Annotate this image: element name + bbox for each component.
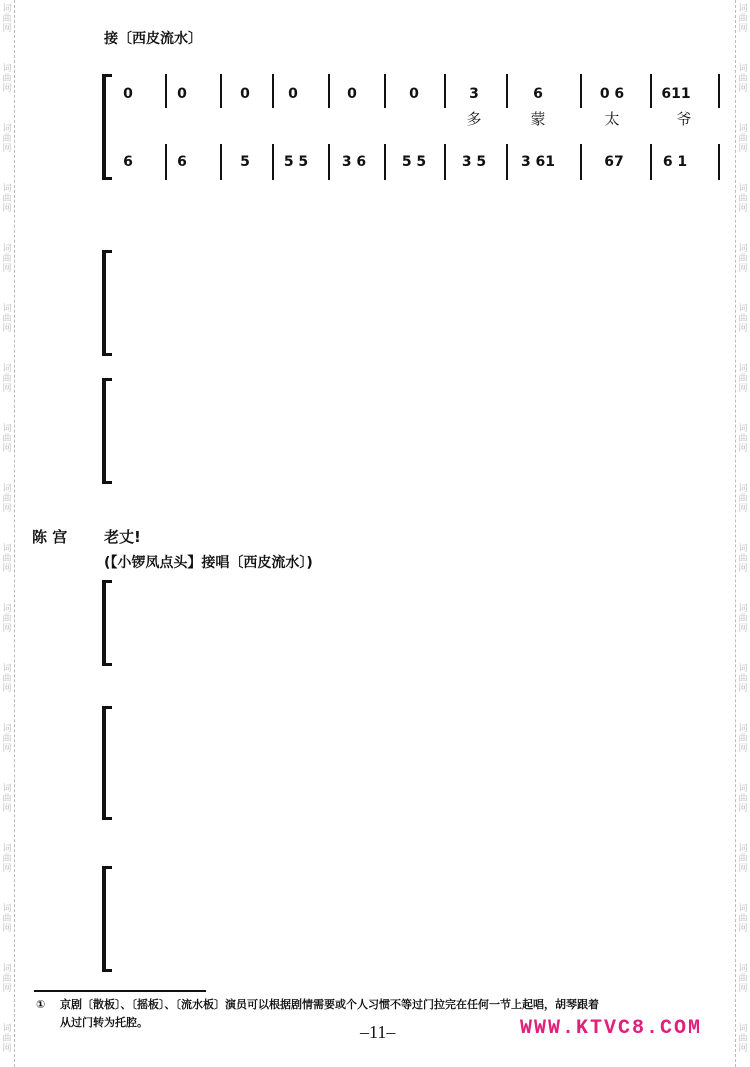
watermark-glyph: 曲 [738,254,748,264]
watermark-glyph: 词 [738,544,748,554]
watermark-glyph: 网 [738,1044,748,1054]
watermark-glyph: 网 [2,504,12,514]
watermark-glyph: 曲 [738,914,748,924]
barline [272,144,274,180]
watermark-glyph: 词 [738,964,748,974]
footnote-line2: 从过门转为托腔。 [60,1016,148,1029]
accomp-note: 5 5 [283,154,309,170]
watermark-glyph: 曲 [2,74,12,84]
lyric: 爷 [676,110,692,128]
watermark-glyph: 网 [738,864,748,874]
accomp-note: 5 [240,154,250,170]
watermark-glyph: 曲 [2,314,12,324]
watermark-glyph: 词 [2,964,12,974]
barline [384,144,386,180]
barline [328,74,330,108]
watermark-glyph: 网 [738,324,748,334]
watermark-glyph: 网 [2,984,12,994]
barline [650,144,652,180]
barline [220,144,222,180]
watermark-glyph: 词 [2,64,12,74]
watermark-glyph: 曲 [738,794,748,804]
lyric: 蒙 [530,110,546,128]
watermark-glyph: 词 [2,484,12,494]
watermark-glyph: 网 [2,264,12,274]
watermark-glyph: 词 [738,784,748,794]
voice-note: 611 [661,86,691,102]
watermark-glyph: 曲 [738,434,748,444]
watermark-glyph: 网 [2,744,12,754]
watermark-glyph: 网 [738,444,748,454]
watermark-glyph: 曲 [2,614,12,624]
watermark-glyph: 词 [2,124,12,134]
watermark-glyph: 曲 [2,14,12,24]
watermark-glyph: 曲 [738,74,748,84]
watermark-glyph: 词 [2,424,12,434]
watermark-glyph: 词 [738,484,748,494]
system5-bracket [102,706,110,820]
left-watermark-strip [0,0,15,1067]
watermark-glyph: 曲 [738,1034,748,1044]
watermark-glyph: 词 [2,724,12,734]
accomp-note: 67 [604,154,624,170]
watermark-glyph: 网 [738,744,748,754]
watermark-glyph: 网 [2,204,12,214]
watermark-glyph: 曲 [2,734,12,744]
voice-note: 0 [409,86,419,102]
watermark-glyph: 词 [738,184,748,194]
barline [384,74,386,108]
watermark-glyph: 词 [2,904,12,914]
watermark-glyph: 词 [738,4,748,14]
watermark-glyph: 曲 [2,434,12,444]
watermark-glyph: 词 [2,364,12,374]
watermark-glyph: 词 [738,364,748,374]
accomp-note: 3 6 [341,154,367,170]
voice-note: 0 [177,86,187,102]
watermark-glyph: 曲 [738,314,748,324]
watermark-glyph: 网 [738,264,748,274]
watermark-glyph: 词 [738,904,748,914]
barline [506,74,508,108]
barline [444,144,446,180]
voice-note: 6 [533,86,543,102]
watermark-glyph: 曲 [738,554,748,564]
watermark-glyph: 词 [738,664,748,674]
barline [328,144,330,180]
watermark-glyph: 网 [738,384,748,394]
watermark-glyph: 曲 [738,374,748,384]
accomp-note: 6 1 [662,154,688,170]
watermark-glyph: 曲 [738,134,748,144]
watermark-glyph: 网 [738,24,748,34]
watermark-glyph: 网 [2,564,12,574]
watermark-glyph: 曲 [2,194,12,204]
watermark-glyph: 网 [2,324,12,334]
watermark-glyph: 网 [2,1044,12,1054]
barline [718,74,720,108]
voice-note: 0 [288,86,298,102]
watermark-glyph: 词 [2,4,12,14]
system3-bracket [102,378,110,484]
watermark-glyph: 曲 [2,374,12,384]
barline [444,74,446,108]
page-number: –11– [360,1022,396,1042]
watermark-glyph: 曲 [2,134,12,144]
watermark-glyph: 词 [2,784,12,794]
watermark-glyph: 曲 [2,1034,12,1044]
footnote-line1: 京剧〔散板〕、〔摇板〕、〔流水板〕演员可以根据剧情需要或个人习惯不等过门拉完在任何一节上起唱，胡琴跟着 [60,998,599,1011]
watermark-glyph: 曲 [738,974,748,984]
watermark-glyph: 词 [2,1024,12,1034]
watermark-glyph: 网 [738,504,748,514]
watermark-glyph: 词 [2,844,12,854]
watermark-glyph: 曲 [2,674,12,684]
watermark-glyph: 词 [2,304,12,314]
site-watermark: WWW.KTVC8.COM [520,1017,703,1040]
speaker-name: 陈 宫 [32,528,68,546]
section1-heading: 接〔西皮流水〕 [104,31,202,47]
watermark-glyph: 词 [2,244,12,254]
watermark-glyph: 网 [2,84,12,94]
barline [718,144,720,180]
watermark-glyph: 曲 [738,854,748,864]
watermark-glyph: 词 [2,664,12,674]
accomp-note: 5 5 [401,154,427,170]
system6-bracket [102,866,110,972]
watermark-glyph: 网 [2,924,12,934]
spoken-line: 老丈! [104,528,141,546]
watermark-glyph: 词 [738,424,748,434]
watermark-glyph: 词 [738,1024,748,1034]
watermark-glyph: 网 [738,144,748,154]
barline [220,74,222,108]
watermark-glyph: 网 [2,804,12,814]
system2-bracket [102,250,110,356]
watermark-glyph: 网 [738,84,748,94]
watermark-glyph: 曲 [738,14,748,24]
watermark-glyph: 网 [738,204,748,214]
watermark-glyph: 词 [738,844,748,854]
watermark-glyph: 词 [2,604,12,614]
footnote-rule [34,990,206,992]
watermark-glyph: 曲 [738,674,748,684]
lyric: 太 [604,110,620,128]
lyric: 多 [466,110,482,128]
watermark-glyph: 网 [738,924,748,934]
watermark-glyph: 曲 [738,734,748,744]
voice-note: 0 [240,86,250,102]
watermark-glyph: 网 [738,624,748,634]
section4-heading: (【小锣凤点头】接唱〔西皮流水〕) [104,555,313,571]
watermark-glyph: 曲 [738,614,748,624]
watermark-glyph: 词 [738,244,748,254]
watermark-glyph: 曲 [2,914,12,924]
watermark-glyph: 网 [2,144,12,154]
watermark-glyph: 词 [2,544,12,554]
watermark-glyph: 词 [738,304,748,314]
barline [506,144,508,180]
barline [580,74,582,108]
watermark-glyph: 网 [738,684,748,694]
watermark-glyph: 词 [2,184,12,194]
watermark-glyph: 词 [738,604,748,614]
accomp-note: 6 [123,154,133,170]
watermark-glyph: 曲 [2,854,12,864]
accomp-note: 3 5 [461,154,487,170]
watermark-glyph: 网 [2,444,12,454]
footnote-mark: ① [36,998,46,1011]
watermark-glyph: 词 [738,124,748,134]
watermark-glyph: 词 [738,64,748,74]
barline [165,74,167,108]
watermark-glyph: 网 [2,384,12,394]
watermark-glyph: 网 [2,24,12,34]
watermark-glyph: 网 [2,684,12,694]
watermark-glyph: 曲 [2,254,12,264]
watermark-glyph: 曲 [738,194,748,204]
right-watermark-strip [735,0,750,1067]
voice-note: 3 [469,86,479,102]
watermark-glyph: 网 [738,804,748,814]
voice-note: 0 [347,86,357,102]
watermark-glyph: 曲 [2,794,12,804]
watermark-glyph: 网 [2,624,12,634]
watermark-glyph: 曲 [2,554,12,564]
barline [272,74,274,108]
accomp-note: 3 61 [520,154,556,170]
barline [650,74,652,108]
watermark-glyph: 曲 [2,974,12,984]
accomp-note: 6 [177,154,187,170]
watermark-glyph: 网 [2,864,12,874]
watermark-glyph: 曲 [2,494,12,504]
system4-bracket [102,580,110,666]
barline [165,144,167,180]
voice-note: 0 [123,86,133,102]
watermark-glyph: 网 [738,564,748,574]
barline [580,144,582,180]
watermark-glyph: 网 [738,984,748,994]
watermark-glyph: 词 [738,724,748,734]
voice-note: 0 6 [599,86,625,102]
system1-bracket [102,74,110,180]
watermark-glyph: 曲 [738,494,748,504]
